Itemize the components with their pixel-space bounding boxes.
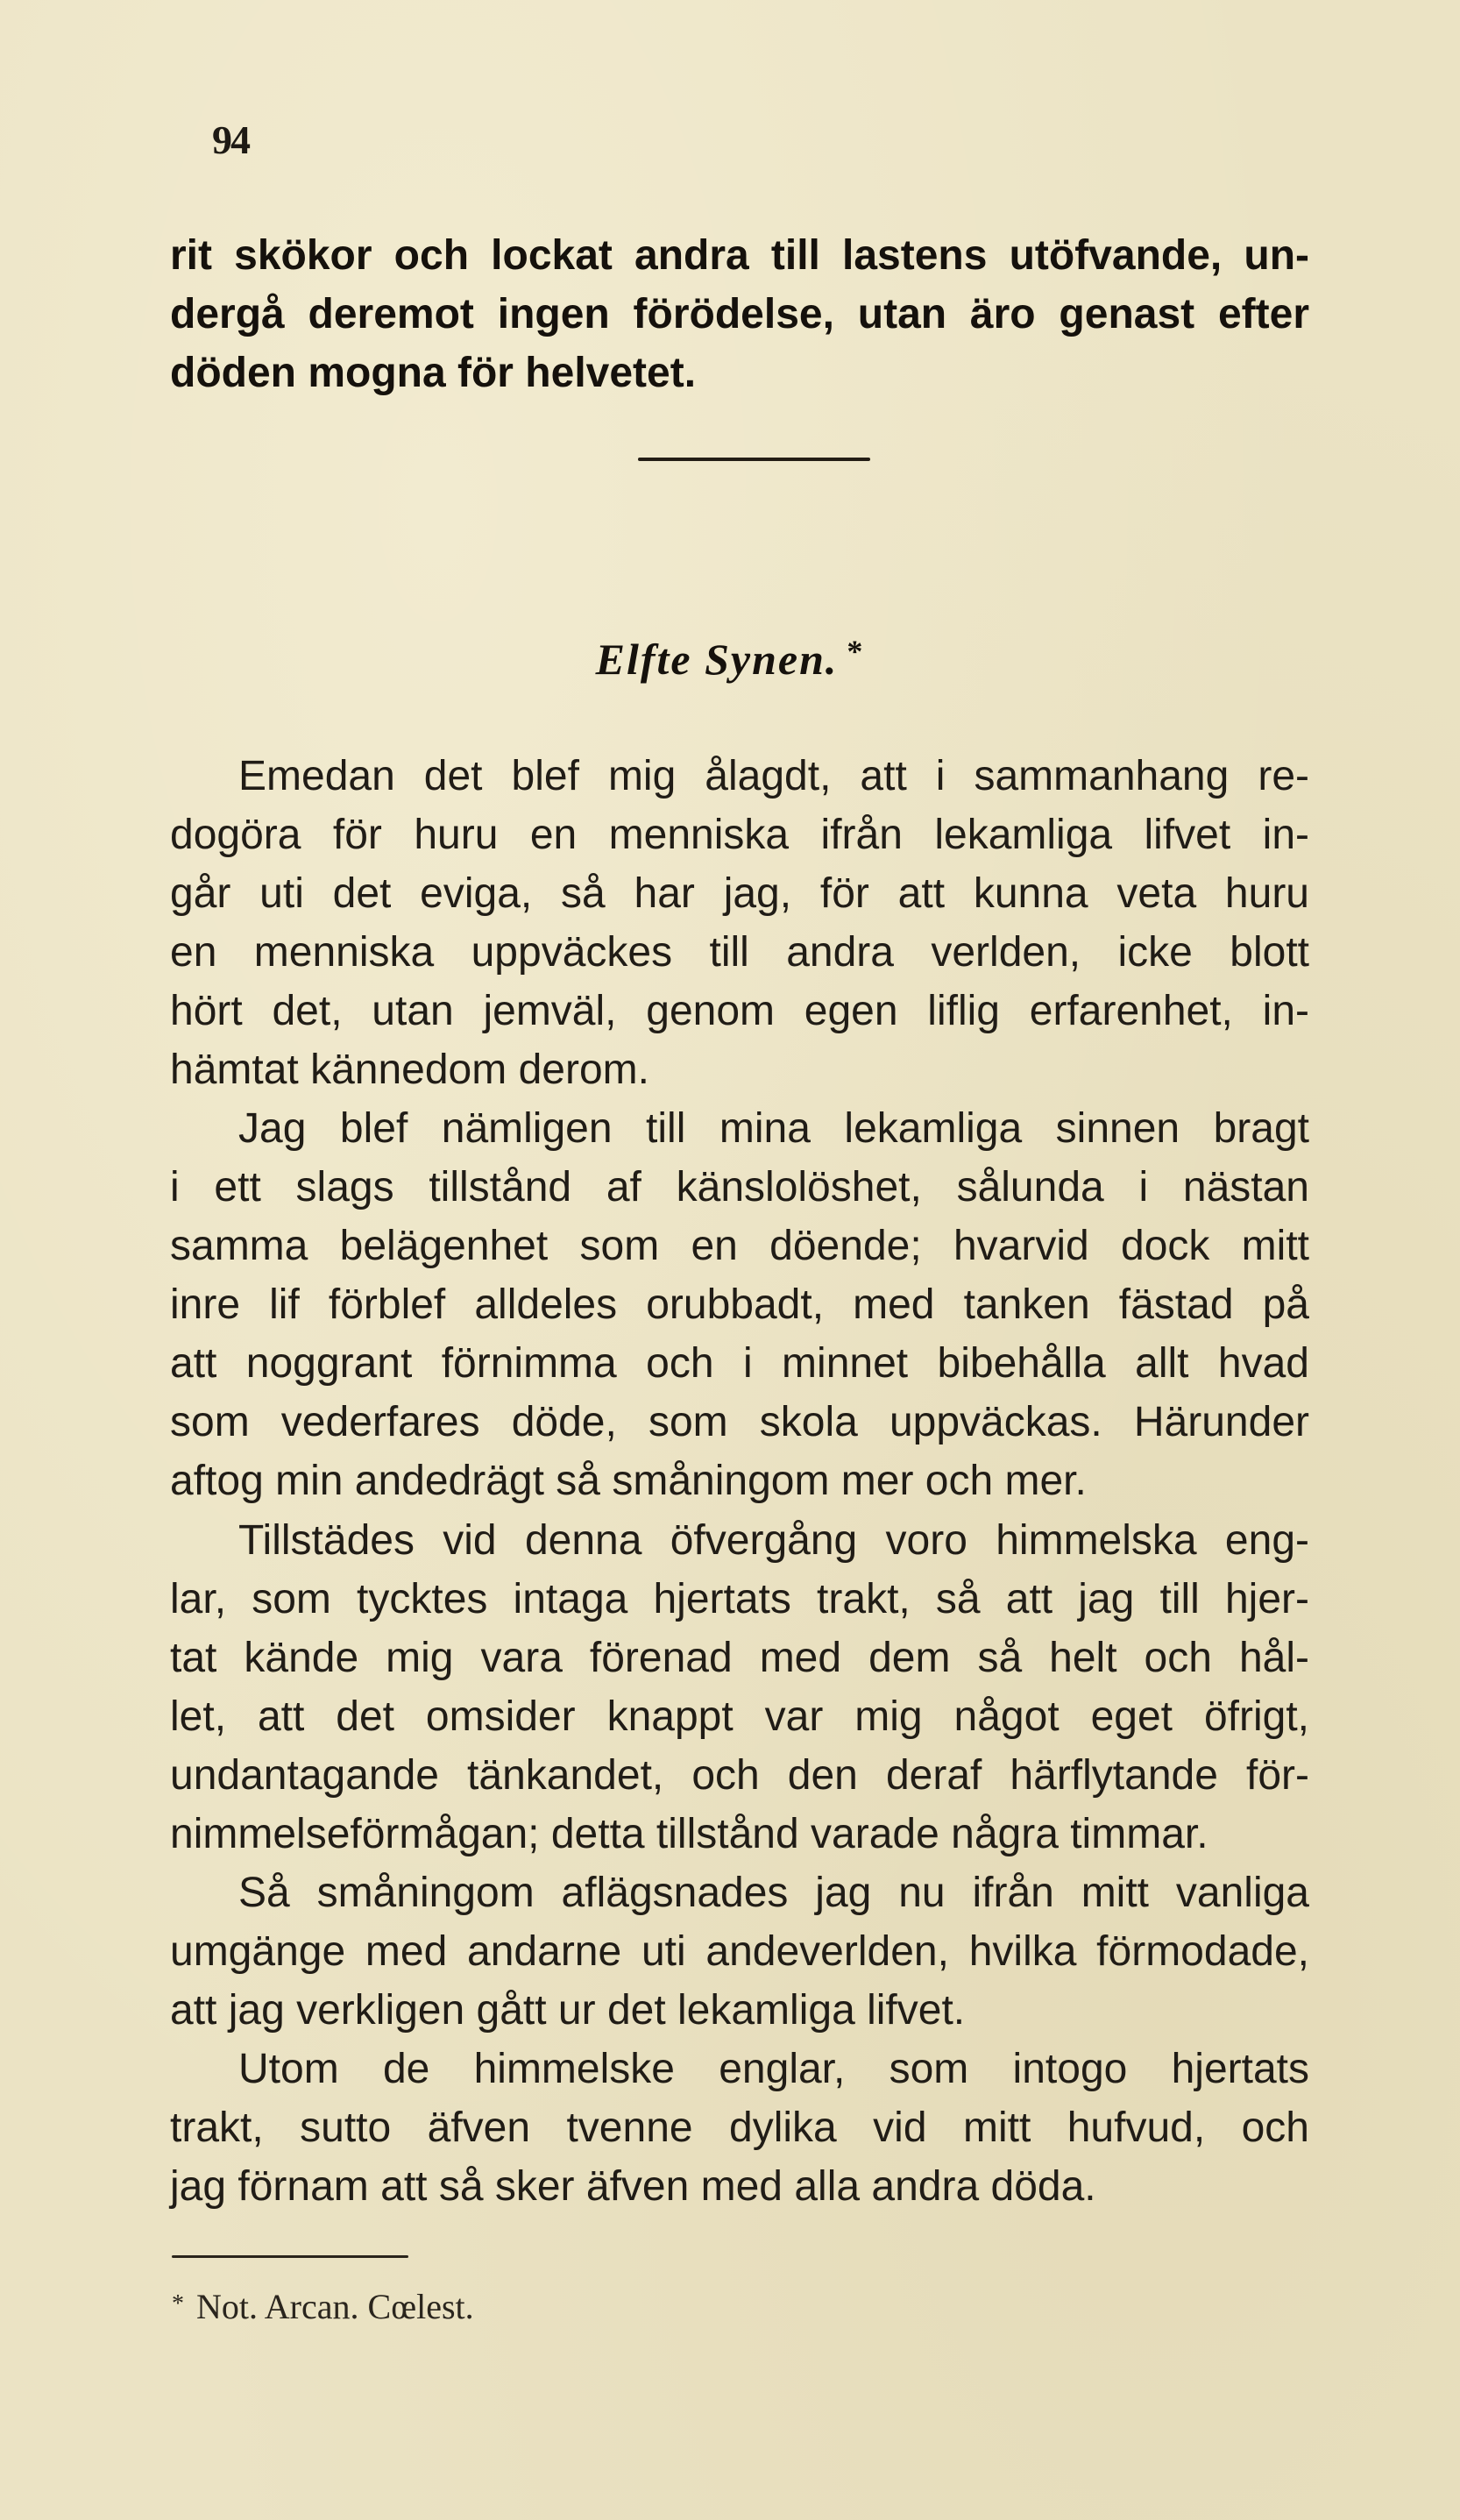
text-line: hämtat kännedom derom. [170, 1047, 649, 1093]
text-line: hört det, utan jemväl, genom egen liflig erfarenhet, in- [170, 988, 1309, 1034]
text-line: lar, som tycktes intaga hjertats trakt, så att jag till hjer- [170, 1576, 1309, 1622]
text-line: som vederfares döde, som skola uppväckas. Härunder [170, 1399, 1309, 1445]
footnote-text: Not. Arcan. Cœlest. [196, 2287, 474, 2326]
text-line: går uti det eviga, så har jag, för att kunna veta huru [170, 870, 1309, 917]
text-line: Jag blef nämligen till mina lekamliga sinnen bragt [238, 1105, 1309, 1152]
text-line: döden mogna för helvetet. [170, 350, 697, 396]
text-line: dergå deremot ingen förödelse, utan äro genast efter [170, 291, 1309, 337]
text-line: jag förnam att så sker äfven med alla andra döda. [170, 2163, 1096, 2210]
text-line: inre lif förblef alldeles orubbadt, med tanken fästad på [170, 1281, 1309, 1328]
paragraph-2 [170, 1099, 1309, 1510]
section-divider-rule [638, 458, 870, 461]
text-line: Så småningom aflägsnades jag nu ifrån mitt vanliga [238, 1870, 1309, 1916]
text-line: att jag verkligen gått ur det lekamliga lifvet. [170, 1987, 966, 2034]
text-line: i ett slags tillstånd af känslolöshet, sålunda i nästan [170, 1164, 1309, 1210]
footnote-separator-rule [172, 2255, 408, 2258]
text-line: att noggrant förnimma och i minnet bibehålla allt hvad [170, 1340, 1309, 1387]
text-line: Emedan det blef mig ålagdt, att i sammanhang re- [238, 753, 1309, 799]
paragraph-3 [170, 1511, 1309, 1863]
text-line: rit skökor och lockat andra till lastens utöfvande, un- [170, 232, 1309, 279]
footnote-reference-marker: * [847, 634, 865, 669]
text-line: Utom de himmelske englar, som intogo hjertats [238, 2046, 1309, 2092]
paragraph-5 [170, 2040, 1309, 2216]
footnote [172, 2286, 474, 2327]
top-paragraph [170, 226, 1309, 402]
text-line: umgänge med andarne uti andeverlden, hvilka förmodade, [170, 1928, 1309, 1975]
text-line: nimmelseförmågan; detta tillstånd varade några timmar. [170, 1811, 1208, 1857]
footnote-marker: * [172, 2290, 184, 2318]
text-line: aftog min andedrägt så småningom mer och mer. [170, 1458, 1087, 1504]
paragraph-4 [170, 1863, 1309, 2040]
section-heading-text: Elfte Synen. [595, 635, 839, 684]
section-heading [0, 633, 1460, 685]
text-line: en menniska uppväckes till andra verlden, icke blott [170, 929, 1309, 976]
text-line: tat kände mig vara förenad med dem så helt och hål- [170, 1635, 1309, 1681]
text-line: dogöra för huru en menniska ifrån lekamliga lifvet in- [170, 812, 1309, 858]
text-line: undantagande tänkandet, och den deraf härflytande för- [170, 1752, 1309, 1799]
text-line: let, att det omsider knappt var mig något eget öfrigt, [170, 1693, 1309, 1740]
text-line: samma belägenhet som en döende; hvarvid dock mitt [170, 1223, 1309, 1269]
text-line: Tillstädes vid denna öfvergång voro himmelska eng- [238, 1517, 1309, 1564]
paragraph-1 [170, 747, 1309, 1099]
text-line: trakt, sutto äfven tvenne dylika vid mitt hufvud, och [170, 2105, 1309, 2151]
page-number: 94 [212, 117, 249, 162]
